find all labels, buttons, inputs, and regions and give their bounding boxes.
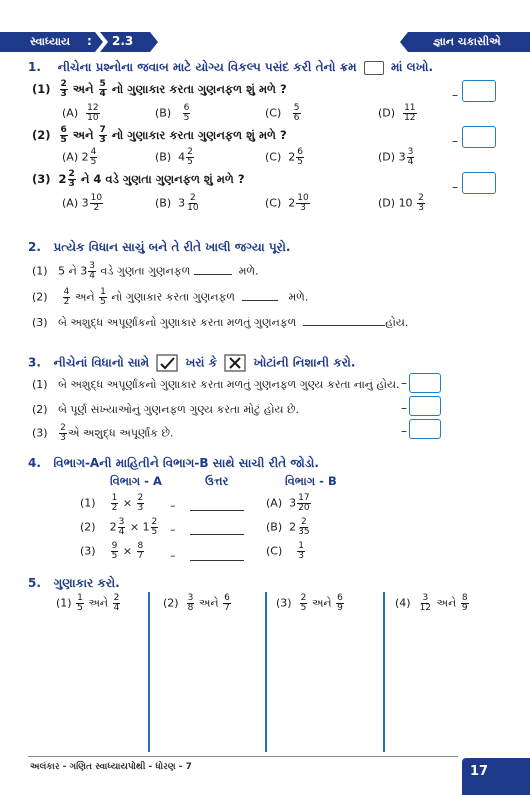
s1-num: 1. — [28, 60, 41, 74]
s3-item-3: (3) $\frac{2}{3}$ એ અશુદ્ધ અપૂર્ણાંક છે. — [32, 423, 174, 443]
exercise-tab — [0, 32, 170, 52]
and-word: અને — [72, 128, 94, 142]
answer-dash: – — [401, 376, 407, 390]
footer-text: અલંકાર - ગણિત સ્વાધ્યાયપોથી - ધોરણ - 7 — [30, 762, 192, 772]
match-dash: – — [170, 499, 176, 512]
column-divider — [383, 592, 385, 752]
match-row-2: (2) 2 $\frac{3}{4}$ × 1 $\frac{2}{5}$ — [80, 517, 158, 537]
option-a: (A) $\frac{12}{10}$ — [62, 103, 99, 123]
col-answer-header: ઉત્તર — [205, 474, 229, 488]
match-b-2: (B) 2 $\frac{2}{35}$ — [266, 517, 310, 537]
cross-icon — [224, 354, 246, 372]
match-dash: – — [170, 523, 176, 536]
option-c: (C) 2 $\frac{6}{5}$ — [265, 147, 303, 167]
match-answer-line-2[interactable] — [190, 524, 244, 535]
fraction: $\frac{7}{3}$ — [99, 125, 106, 145]
calc-1: (1) $\frac{1}{5}$ અને $\frac{2}{4}$ — [56, 593, 120, 613]
option-d: (D) 10 $\frac{2}{3}$ — [378, 193, 424, 213]
question-text: નો ગુણાકાર કરતા ગુણનફળ શું મળે ? — [111, 128, 287, 142]
calc-2: (2) $\frac{3}{8}$ અને $\frac{6}{7}$ — [163, 593, 230, 613]
blank-3[interactable] — [303, 325, 385, 326]
s2-heading: 2. પ્રત્યેક વિધાન સાચું બને તે રીતે ખાલી જગ્યા પૂરો. — [28, 240, 291, 254]
calc-4: (4) $\frac{3}{12}$ અને $\frac{8}{9}$ — [395, 593, 468, 613]
fraction: $\frac{6}{5}$ — [60, 125, 67, 145]
s4-heading: 4. વિભાગ-Aની માહિતીને વિભાગ-B સાથે સાચી રીતે જોડો. — [28, 456, 319, 470]
exercise-number: 2.3 — [112, 34, 134, 48]
column-divider — [148, 592, 150, 752]
answer-box-s3-1[interactable] — [409, 373, 441, 393]
s1-heading — [28, 60, 433, 75]
s2-item-2: (2) $\frac{4}{2}$ અને $\frac{1}{5}$ નો ગુણાકાર કરતા ગુણનફળ મળે. — [32, 287, 309, 307]
option-d: (D) 3 $\frac{3}{4}$ — [378, 147, 414, 167]
match-row-1: (1) $\frac{1}{2}$ × $\frac{2}{3}$ — [80, 493, 144, 513]
answer-box-q3[interactable] — [462, 172, 496, 194]
calc-3: (3) $\frac{2}{5}$ અને $\frac{6}{9}$ — [276, 593, 343, 613]
answer-dash: – — [401, 401, 407, 415]
answer-dash: – — [452, 134, 458, 148]
column-divider — [265, 592, 267, 752]
option-c: (C) $\frac{5}{6}$ — [265, 103, 300, 123]
answer-dash: – — [401, 424, 407, 438]
page-number: 17 — [470, 764, 489, 779]
option-a: (A) 2 $\frac{4}{5}$ — [62, 147, 97, 167]
right-title: જ્ઞાન ચકાસીએ — [433, 35, 501, 48]
blank-1[interactable] — [194, 274, 232, 275]
fraction: $\frac{2}{3}$ — [60, 79, 67, 99]
tick-icon — [156, 354, 178, 372]
exercise-colon: : — [87, 34, 92, 48]
q-num: (3) — [32, 172, 51, 186]
option-a: (A) 3 $\frac{10}{2}$ — [62, 193, 103, 213]
match-b-1: (A) 3 $\frac{17}{20}$ — [266, 493, 310, 513]
fraction: $\frac{2}{3}$ — [68, 169, 75, 189]
s2-item-3: (3) બે અશુદ્ધ અપૂર્ણાંકનો ગુણાકાર કરતા મળતું ગુણનફળ હોય. — [32, 316, 409, 329]
s3-item-2: (2) બે પૂર્ણ સંખ્યાઓનું ગુણનફળ ગુણ્ય કરતા મોટું હોય છે. — [32, 403, 299, 416]
match-b-3: (C) $\frac{1}{3}$ — [266, 541, 304, 561]
answer-box-q2[interactable] — [462, 126, 496, 148]
answer-box-q1[interactable] — [462, 80, 496, 102]
s3-item-1: (1) બે અશુદ્ધ અપૂર્ણાંકનો ગુણાકાર કરતા મળતું ગુણનફળ ગુણ્ય કરતા નાનું હોય. — [32, 378, 400, 391]
s1-heading-after: માં લખો. — [390, 60, 434, 74]
col-b-header: વિભાગ - B — [285, 474, 337, 488]
s1-q3: (3) 2 $\frac{2}{3}$ ને 4 વડે ગુણતા ગુણનફળ શું મળે ? — [32, 169, 245, 189]
s5-heading: 5. ગુણાકાર કરો. — [28, 576, 120, 590]
blank-2[interactable] — [242, 300, 278, 301]
option-b: (B) 3 $\frac{2}{10}$ — [155, 193, 199, 213]
match-dash: – — [170, 549, 176, 562]
option-b: (B) 4 $\frac{2}{5}$ — [155, 147, 193, 167]
question-text: ને 4 વડે ગુણતા ગુણનફળ શું મળે ? — [80, 172, 245, 186]
footer-rule — [28, 756, 458, 757]
heading-answer-box — [364, 61, 384, 75]
col-a-header: વિભાગ - A — [110, 474, 162, 488]
answer-dash: – — [452, 88, 458, 102]
question-text: નો ગુણાકાર કરતા ગુણનફળ શું મળે ? — [111, 82, 287, 96]
answer-box-s3-3[interactable] — [409, 419, 441, 439]
header-bar — [0, 32, 530, 52]
q-num: (1) — [32, 82, 51, 96]
and-word: અને — [72, 82, 94, 96]
match-answer-line-3[interactable] — [190, 550, 244, 561]
option-c: (C) 2 $\frac{10}{3}$ — [265, 193, 309, 213]
s1-q1 — [32, 80, 287, 99]
answer-box-s3-2[interactable] — [409, 396, 441, 416]
answer-dash: – — [452, 180, 458, 194]
q-num: (2) — [32, 128, 51, 142]
s2-item-1: (1) 5 ને 3 $\frac{3}{4}$ વડે ગુણતા ગુણનફળ મળે. — [32, 261, 259, 281]
fraction: $\frac{5}{4}$ — [99, 79, 106, 99]
option-d: (D) $\frac{11}{12}$ — [378, 103, 416, 123]
option-b: (B) $\frac{6}{5}$ — [155, 103, 190, 123]
match-row-3: (3) $\frac{9}{5}$ × $\frac{8}{7}$ — [80, 541, 144, 561]
s1-heading-before: નીચેના પ્રશ્નોના જવાબ માટે યોગ્ય વિકલ્પ પસંદ કરી તેનો ક્રમ — [57, 60, 357, 74]
match-answer-line-1[interactable] — [190, 500, 244, 511]
exercise-label: સ્વાધ્યાય — [30, 35, 71, 48]
s3-heading: 3. નીચેનાં વિધાનો સામે ખરાં કે ખોટાંની નિશાની કરો. — [28, 354, 355, 372]
s1-q2 — [32, 126, 287, 145]
